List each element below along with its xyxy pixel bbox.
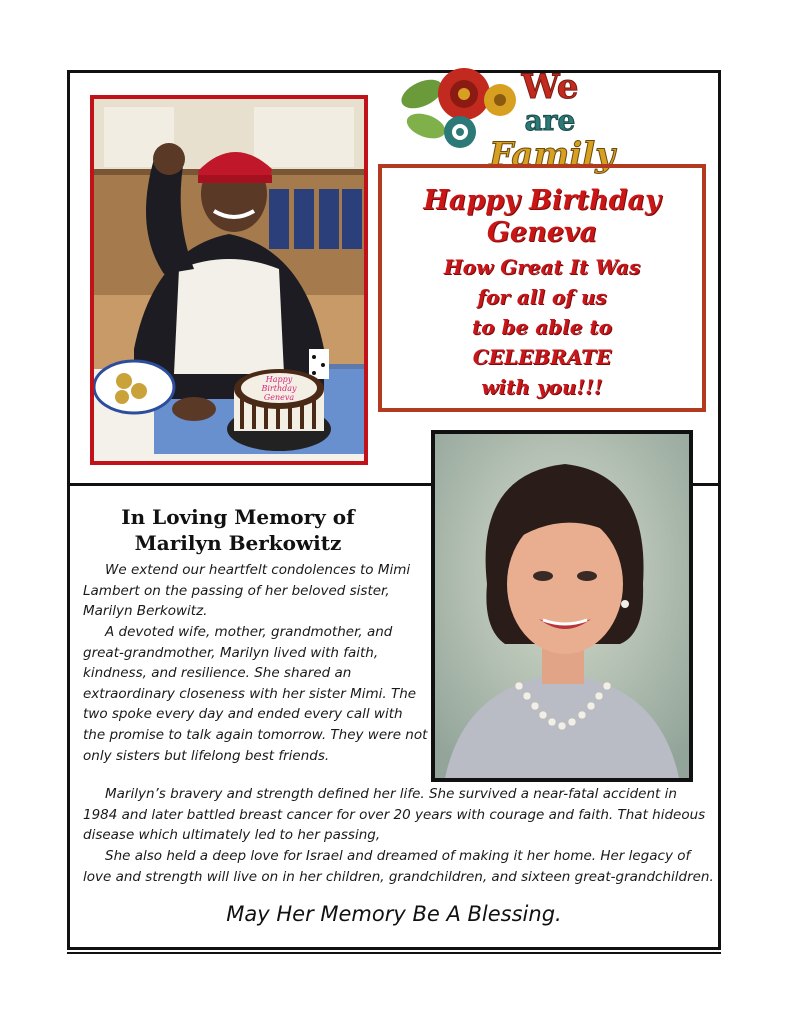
birthday-line: to be able to	[471, 315, 613, 339]
memorial-paragraph-1: We extend our heartfelt condolences to Mimi Lambert on the passing of her beloved sister, Marilyn Berkowitz.	[83, 562, 411, 620]
memorial-paragraph-3: Marilyn’s bravery and strength defined her life. She survived a near-fatal accident in 1984 and later battled breast cancer for over 20 years with courage and faith. That hideous disease which ultimately led to her passing,	[83, 786, 706, 844]
logo-line-3: Family	[489, 135, 615, 175]
birthday-title: Happy Birthday	[423, 185, 661, 216]
cake-text-2: Birthday	[261, 384, 297, 393]
logo-line-2: are	[524, 104, 576, 137]
birthday-name: Geneva	[486, 217, 598, 248]
memorial-portrait	[431, 430, 693, 782]
logo-line-1: We	[521, 67, 579, 107]
cake-text-3: Geneva	[263, 393, 295, 402]
memorial-paragraph-4: She also held a deep love for Israel and dreamed of making it her home. Her legacy of love and strength will live on in her children, grandchildren, and sixteen great-grandchildren.	[83, 848, 714, 885]
birthday-line: for all of us	[477, 285, 607, 309]
memorial-title-line2: Marilyn Berkowitz	[134, 531, 342, 555]
memorial-title-line1: In Loving Memory of	[121, 505, 355, 529]
flower-icon	[438, 68, 490, 120]
birthday-message-box	[378, 164, 706, 412]
birthday-line: How Great It Was	[443, 255, 641, 279]
frame-bottom-line	[67, 952, 721, 954]
memorial-title	[118, 504, 358, 556]
birthday-lines	[382, 252, 702, 402]
memorial-paragraph-2: A devoted wife, mother, grandmother, and great-grandmother, Marilyn lived with faith, kindness, and resilience. She shared an extraordinary closeness with her sister Mimi. The two spoke every day and ended every call with the promise to talk again tomorrow. They were not only sisters but lifelong best friends.	[83, 624, 428, 764]
cake-text-1: Happy	[265, 375, 293, 384]
memorial-blessing: May Her Memory Be A Blessing.	[226, 902, 562, 926]
birthday-line: with you!!!	[481, 375, 603, 399]
birthday-photo	[90, 95, 368, 465]
birthday-line: CELEBRATE	[472, 345, 612, 369]
